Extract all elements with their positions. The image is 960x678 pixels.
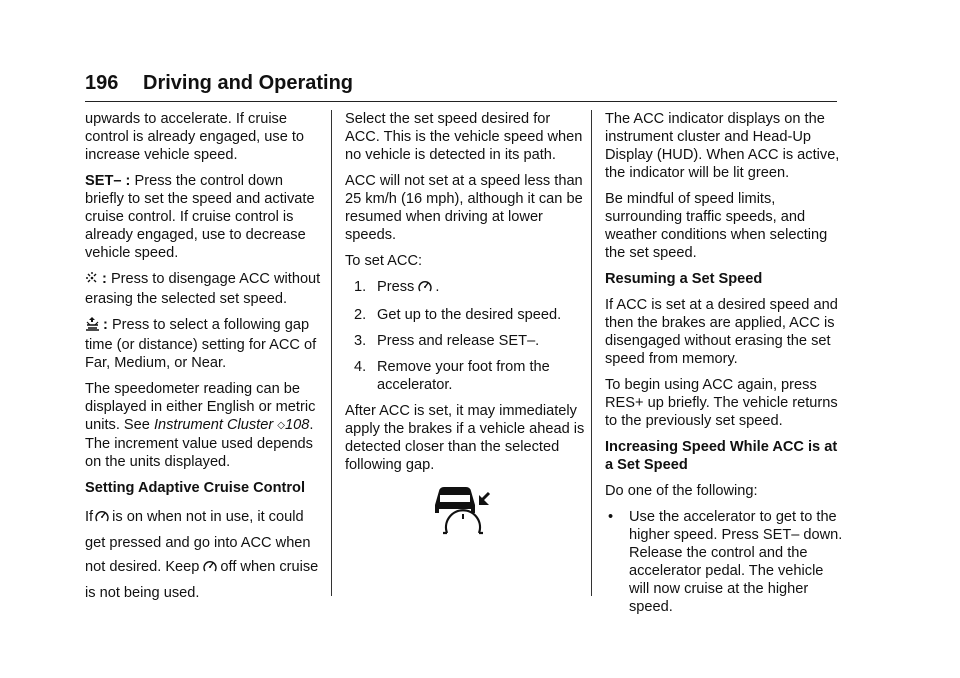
gap-sep: :	[103, 317, 108, 333]
step-text: Press	[377, 279, 415, 295]
page-number: 196	[85, 72, 119, 94]
section-heading: Increasing Speed While ACC is at a Set Speed	[605, 439, 838, 473]
paragraph: If ACC is set at a desired speed and then the brakes are applied, ACC is disengaged without erasing the set speed from memory.	[605, 297, 838, 367]
paragraph: After ACC is set, it may immediately apply the brakes if a vehicle ahead is detected closer than the selected following gap.	[345, 403, 585, 473]
paragraph: upwards to accelerate. If cruise control is already engaged, use to increase vehicle speed.	[85, 111, 305, 163]
section-heading: Resuming a Set Speed	[605, 271, 763, 287]
paragraph: To begin using ACC again, press RES+ up briefly. The vehicle returns to the previously set speed.	[605, 377, 838, 429]
step-text-end: .	[435, 279, 440, 295]
paragraph: Select the set speed desired for ACC. This is the vehicle speed when no vehicle is detected in its path.	[345, 111, 583, 163]
page-ref-arrow: ◇	[277, 420, 285, 431]
list-item	[345, 332, 585, 350]
column-2	[345, 110, 585, 482]
list-item	[345, 358, 585, 394]
list-item	[345, 278, 585, 298]
paragraph: ACC will not set at a speed less than 25 km/h (16 mph), although it can be resumed when driving at lower speeds.	[345, 173, 583, 243]
cancel-icon	[85, 271, 99, 290]
bullet-text: Use the accelerator to get to the higher speed. Press SET– down. Release the control and the accelerator pedal. The vehicle will now cruise at the higher speed.	[629, 509, 843, 615]
instrument-cluster-link[interactable]: Instrument Cluster	[153, 417, 274, 433]
list-item	[345, 306, 585, 324]
step-number: 3.	[354, 333, 367, 349]
cruise-control-icon	[203, 557, 217, 581]
set-label: SET– :	[85, 173, 131, 189]
gap-text: Press to select a following gap time (or distance) setting for ACC of Far, Medium, or Near.	[85, 317, 317, 371]
cancel-text: Press to disengage ACC without erasing the selected set speed.	[85, 271, 321, 307]
step-text: Get up to the desired speed.	[377, 307, 562, 323]
if-text-c: off when cruise is not being used.	[85, 559, 319, 601]
if-text-b: is on when not in use, it could get pressed and go into ACC when not desired. Keep	[85, 509, 311, 575]
cruise-control-icon	[418, 279, 432, 298]
following-gap-icon	[85, 316, 100, 336]
column-divider-2	[591, 110, 592, 596]
step-number: 2.	[354, 307, 367, 323]
set-text: Press the control down briefly to set the speed and activate cruise control. If cruise control is already engaged, use to decrease vehicle speed.	[85, 173, 315, 261]
bullet-mark: •	[608, 509, 614, 525]
paragraph: The ACC indicator displays on the instrument cluster and Head-Up Display (HUD). When ACC is active, the indicator will be lit green.	[605, 111, 840, 181]
speedo-text-a: The speedometer reading can be displayed in either English or metric units. See	[85, 381, 316, 433]
paragraph-speedometer	[85, 380, 325, 471]
header-rule	[85, 101, 837, 102]
paragraph-gap	[85, 316, 325, 372]
paragraph-cancel	[85, 270, 325, 308]
step-number: 4.	[354, 359, 367, 375]
paragraph: Do one of the following:	[605, 483, 758, 499]
column-3	[605, 110, 845, 624]
step-number: 1.	[354, 279, 367, 295]
step-text: Remove your foot from the accelerator.	[377, 359, 550, 393]
speedo-text-b: . The increment value used depends on the units displayed.	[85, 417, 314, 470]
page-header	[85, 70, 837, 100]
paragraph: Be mindful of speed limits, surrounding traffic speeds, and weather conditions when selecting the set speed.	[605, 191, 828, 261]
acc-indicator-icon	[433, 483, 495, 540]
paragraph: To set ACC:	[345, 253, 423, 269]
column-1	[85, 110, 325, 605]
page-ref-number[interactable]: 108	[284, 417, 310, 433]
steps-list	[345, 278, 585, 394]
paragraph-set	[85, 172, 325, 262]
paragraph-if	[85, 505, 325, 605]
page-title: Driving and Operating	[143, 72, 354, 94]
step-text: Press and release SET–.	[377, 333, 540, 349]
column-divider-1	[331, 110, 332, 596]
section-heading: Setting Adaptive Cruise Control	[85, 480, 306, 496]
cancel-sep: :	[102, 271, 107, 287]
list-item	[605, 508, 845, 616]
if-text-a: If	[85, 509, 94, 525]
cruise-control-icon	[95, 507, 109, 531]
